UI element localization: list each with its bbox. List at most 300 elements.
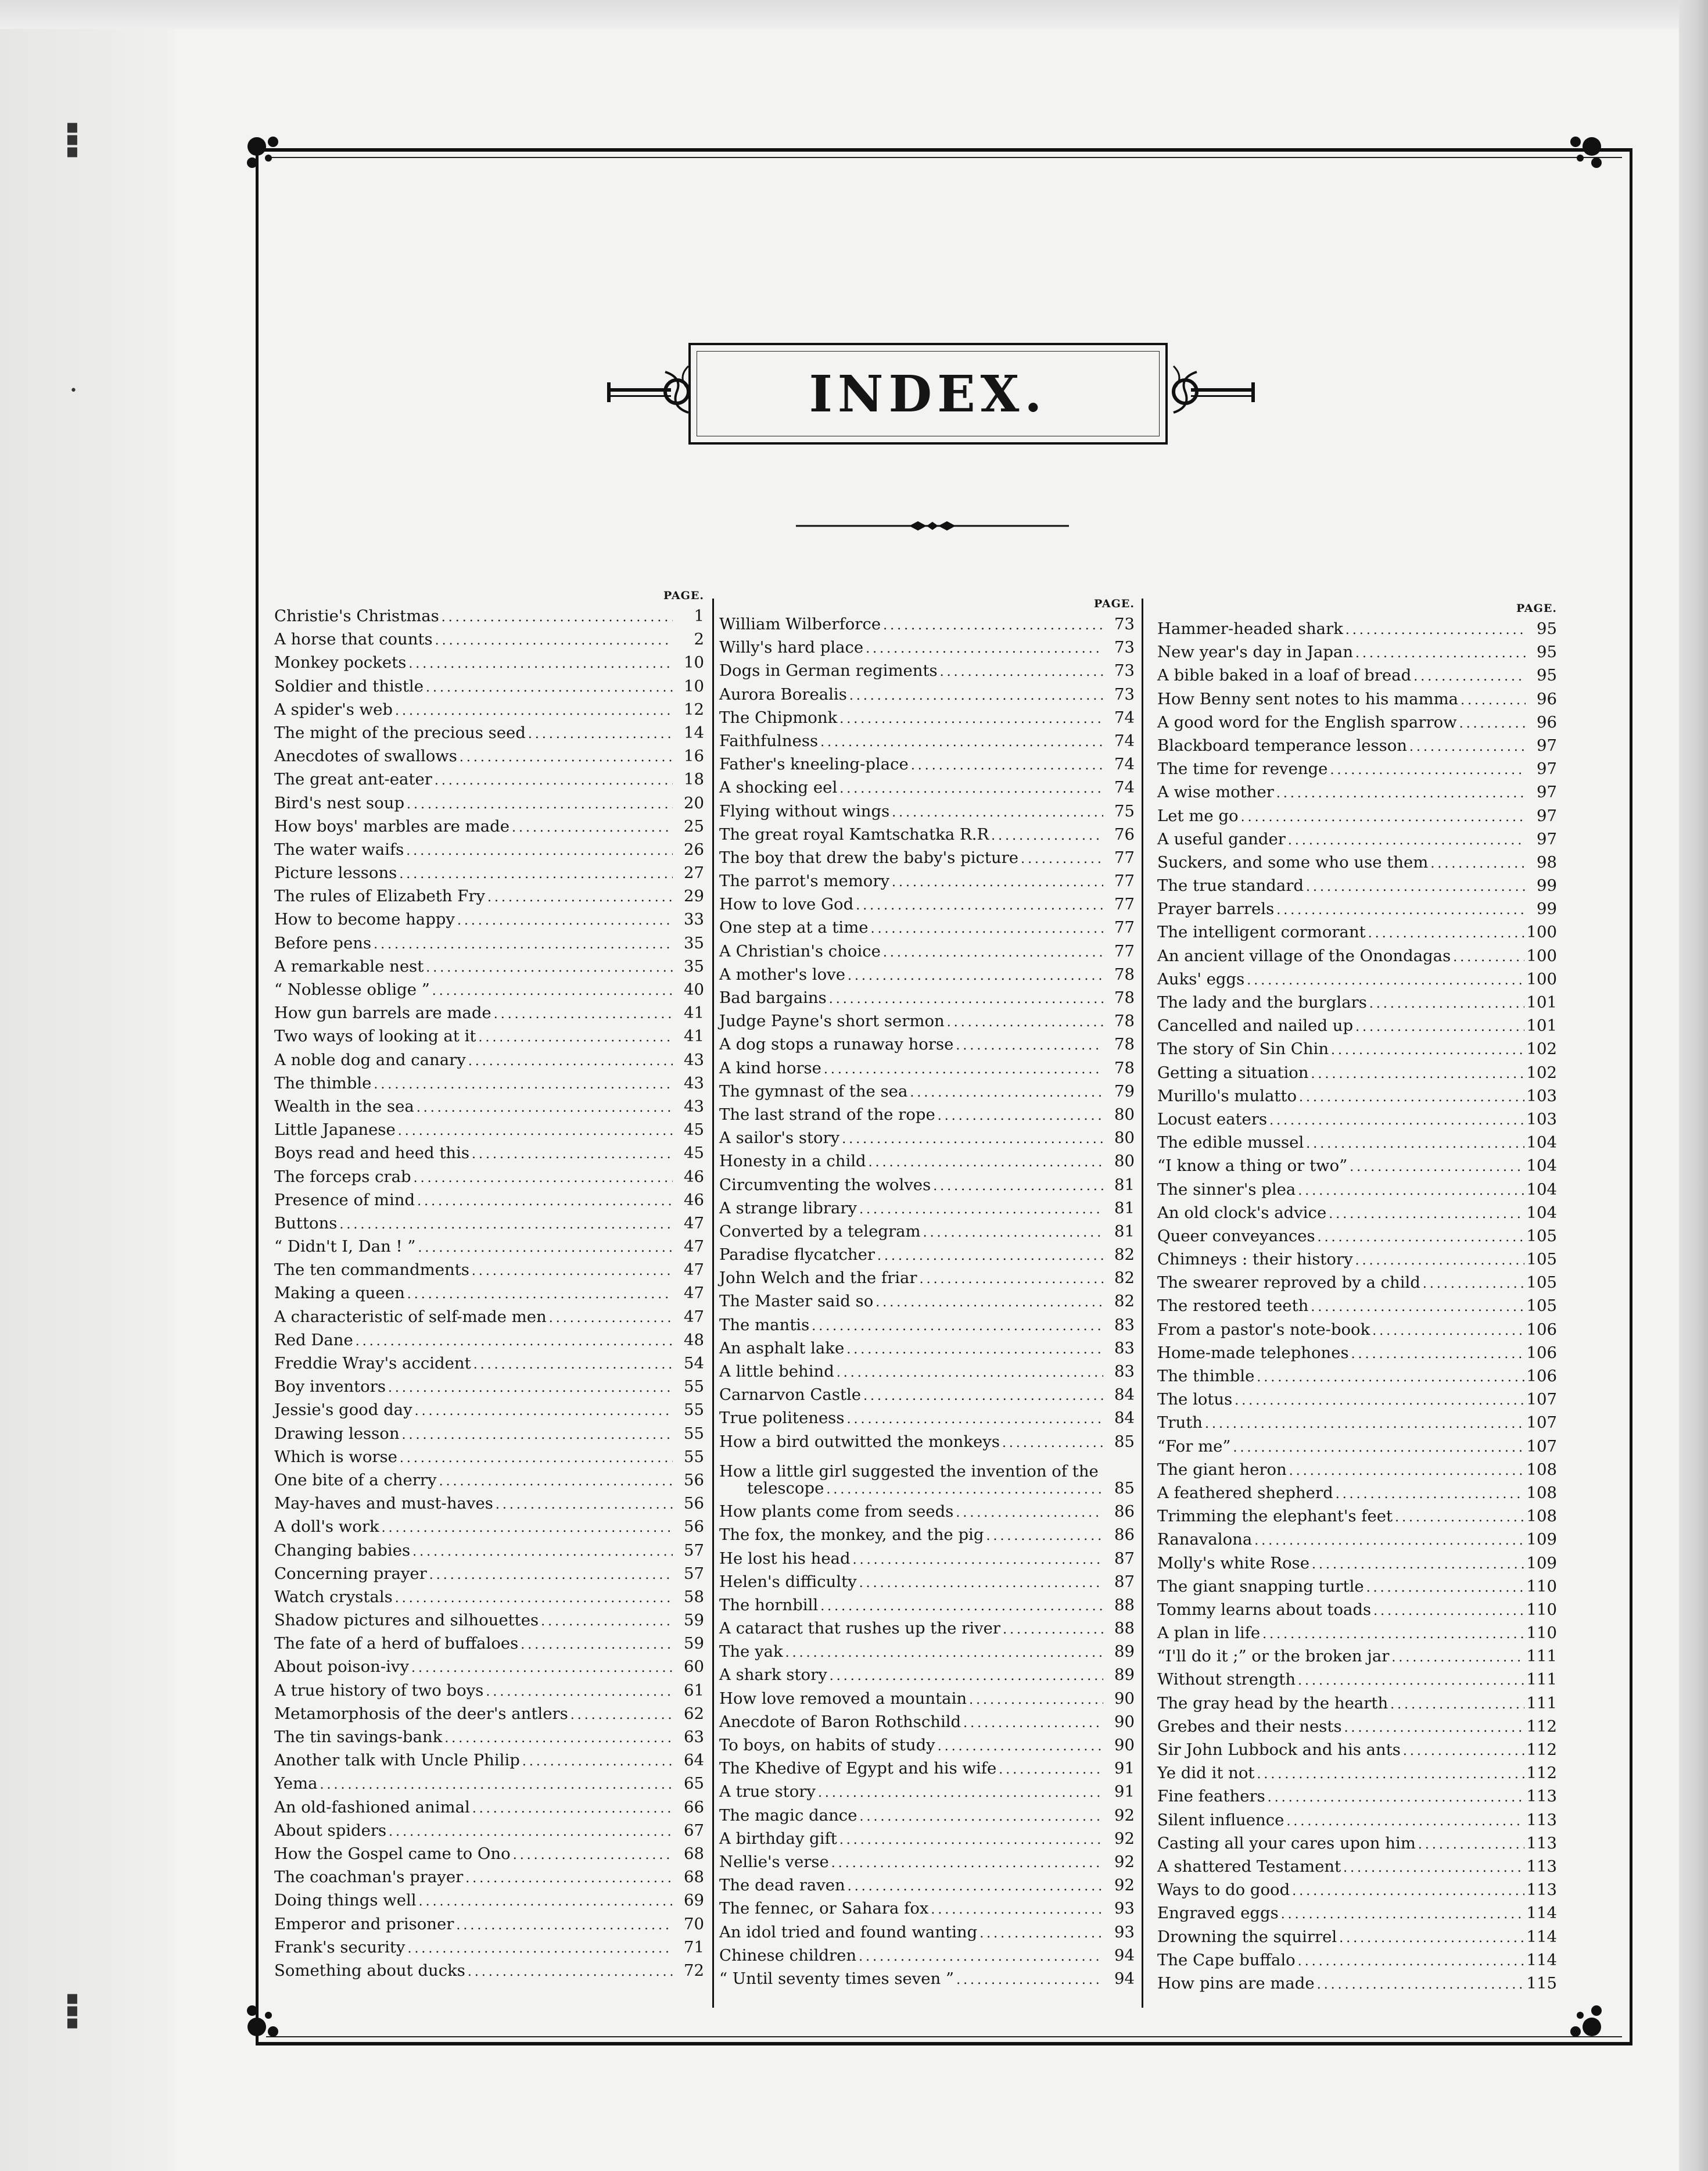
dot-leader xyxy=(842,1126,1103,1149)
index-entry xyxy=(274,1819,704,1842)
fleuron-corner-icon xyxy=(239,129,286,175)
page-column-header: PAGE. xyxy=(1094,597,1135,610)
index-entry xyxy=(719,1383,1135,1406)
entry-title: Ranavalona xyxy=(1157,1530,1253,1549)
index-entry xyxy=(274,604,704,628)
entry-title: Auks' eggs xyxy=(1157,969,1245,988)
entry-title: A bible baked in a loaf of bread xyxy=(1157,666,1412,685)
entry-page-number: 77 xyxy=(1114,848,1135,867)
entry-title: Helen's difficulty xyxy=(719,1572,857,1591)
entry-page-number: 89 xyxy=(1114,1642,1135,1661)
entry-title: Boy inventors xyxy=(274,1377,386,1396)
entry-title: A cataract that rushes up the river xyxy=(719,1619,1001,1638)
index-entry xyxy=(719,753,1135,776)
index-entry xyxy=(274,978,704,1001)
dot-leader xyxy=(1269,1108,1524,1131)
entry-title: Aurora Borealis xyxy=(719,685,847,704)
entry-page-number: 43 xyxy=(684,1073,704,1092)
entry-page-number: 107 xyxy=(1526,1436,1557,1456)
dot-leader xyxy=(412,1539,673,1562)
dot-leader xyxy=(979,1921,1103,1944)
index-entry xyxy=(719,1033,1135,1056)
entry-title: The might of the precious seed xyxy=(274,723,526,742)
dot-leader xyxy=(933,1173,1103,1196)
entry-page-number: 108 xyxy=(1526,1483,1557,1502)
dot-leader xyxy=(846,1337,1103,1360)
entry-title: The ten commandments xyxy=(274,1260,469,1280)
dot-leader xyxy=(528,721,673,744)
entry-title: The fox, the monkey, and the pig xyxy=(719,1525,984,1545)
entry-page-number: 91 xyxy=(1114,1782,1135,1801)
index-entry xyxy=(274,1165,704,1188)
entry-title: The intelligent cormorant xyxy=(1157,923,1366,942)
entry-title: Paradise flycatcher xyxy=(719,1245,875,1264)
entry-title: “I know a thing or two” xyxy=(1157,1156,1348,1176)
dot-leader xyxy=(1021,846,1103,869)
dot-leader xyxy=(487,884,673,908)
dot-leader xyxy=(486,1679,673,1702)
index-entry xyxy=(274,1562,704,1585)
dot-leader xyxy=(496,1492,673,1515)
entry-title: The gray head by the hearth xyxy=(1157,1693,1388,1713)
dot-leader xyxy=(1281,1901,1524,1925)
entry-page-number: 12 xyxy=(684,700,704,719)
index-entry xyxy=(719,1196,1135,1220)
entry-title: The Master said so xyxy=(719,1292,874,1311)
entry-title: Murillo's mulatto xyxy=(1157,1086,1297,1105)
entry-page-number: 43 xyxy=(684,1050,704,1069)
entry-page-number: 35 xyxy=(684,933,704,952)
entry-page-number: 60 xyxy=(684,1657,704,1676)
dot-leader xyxy=(414,1165,673,1188)
entry-title: The time for revenge xyxy=(1157,760,1328,779)
index-entry xyxy=(719,1406,1135,1430)
index-entry xyxy=(719,1080,1135,1103)
entry-title: Trimming the elephant's feet xyxy=(1157,1507,1393,1526)
entry-page-number: 57 xyxy=(684,1541,704,1560)
dot-leader xyxy=(1247,968,1524,991)
entry-page-number: 82 xyxy=(1114,1292,1135,1311)
index-entry xyxy=(274,1048,704,1072)
dot-leader xyxy=(356,1328,673,1352)
entry-title: Concerning prayer xyxy=(274,1564,427,1583)
entry-title: John Welch and the friar xyxy=(719,1269,917,1288)
entry-title: Drowning the squirrel xyxy=(1157,1927,1337,1946)
dot-leader xyxy=(938,1733,1103,1757)
entry-title: Anecdote of Baron Rothschild xyxy=(719,1712,961,1731)
index-entry xyxy=(1157,734,1557,757)
index-entry xyxy=(274,1608,704,1632)
entry-title: How love removed a mountain xyxy=(719,1689,967,1708)
dot-leader xyxy=(1336,1481,1524,1504)
entry-page-number: 100 xyxy=(1526,969,1557,988)
entry-page-number: 100 xyxy=(1526,946,1557,965)
index-entry xyxy=(1157,1084,1557,1108)
entry-page-number: 72 xyxy=(684,1961,704,1980)
index-entry xyxy=(719,869,1135,893)
entry-page-number: 94 xyxy=(1114,1969,1135,1988)
entry-title: Tommy learns about toads xyxy=(1157,1600,1372,1619)
index-entry xyxy=(719,1056,1135,1080)
entry-page-number: 62 xyxy=(684,1704,704,1723)
entry-title: The sinner's plea xyxy=(1157,1180,1296,1199)
dot-leader xyxy=(1306,874,1526,897)
dot-leader xyxy=(402,1422,673,1445)
entry-page-number: 87 xyxy=(1114,1549,1135,1568)
gutter-mark-top: ▪▪▪ xyxy=(62,121,85,158)
entry-title: The mantis xyxy=(719,1315,810,1334)
index-entry xyxy=(719,729,1135,753)
dot-leader xyxy=(839,1827,1103,1850)
entry-title: Christie's Christmas xyxy=(274,607,439,625)
entry-title: How a little girl suggested the invention of the xyxy=(719,1461,1099,1481)
dot-leader xyxy=(839,706,1103,729)
index-entry xyxy=(1157,1411,1557,1434)
entry-page-number: 74 xyxy=(1114,731,1135,750)
index-entry xyxy=(1157,920,1557,944)
entry-page-number: 73 xyxy=(1114,615,1135,633)
entry-title: Circumventing the wolves xyxy=(719,1175,931,1194)
index-entry xyxy=(1157,1738,1557,1761)
entry-page-number: 79 xyxy=(1114,1081,1135,1101)
entry-page-number: 113 xyxy=(1526,1833,1557,1853)
entry-page-number: 97 xyxy=(1537,760,1557,779)
index-entry xyxy=(719,800,1135,823)
entry-title: Queer conveyances xyxy=(1157,1226,1315,1245)
column-rule xyxy=(1142,599,1143,2008)
index-entry xyxy=(719,706,1135,729)
entry-page-number: 92 xyxy=(1114,1829,1135,1848)
dot-leader xyxy=(1003,1617,1103,1640)
dot-leader xyxy=(1395,1504,1524,1528)
entry-page-number: 84 xyxy=(1114,1409,1135,1428)
entry-title: The magic dance xyxy=(719,1805,857,1825)
index-entry xyxy=(719,1967,1135,1990)
index-entry xyxy=(719,1617,1135,1640)
dot-leader xyxy=(541,1608,673,1632)
dot-leader xyxy=(824,1056,1103,1080)
dot-leader xyxy=(1459,711,1526,734)
entry-title: The edible mussel xyxy=(1157,1133,1304,1152)
dot-leader xyxy=(1292,1878,1524,1901)
entry-page-number: 48 xyxy=(684,1330,704,1349)
entry-title: “ Didn't I, Dan ! ” xyxy=(274,1237,416,1256)
dot-leader xyxy=(910,1080,1103,1103)
entry-title: A sailor's story xyxy=(719,1129,840,1148)
index-column-3 xyxy=(1157,600,1557,1995)
index-entry xyxy=(274,791,704,815)
entry-page-number: 93 xyxy=(1114,1922,1135,1941)
index-entry xyxy=(274,1539,704,1562)
dot-leader xyxy=(417,1095,673,1118)
dot-leader xyxy=(1241,804,1526,827)
index-entry xyxy=(1157,1761,1557,1785)
index-entry xyxy=(1157,1855,1557,1878)
entry-page-number: 66 xyxy=(684,1797,704,1817)
dot-leader xyxy=(871,916,1103,939)
entry-title: An ancient village of the Onondagas xyxy=(1157,946,1451,965)
entry-page-number: 55 xyxy=(684,1377,704,1396)
index-entry xyxy=(274,1118,704,1141)
entry-title: telescope xyxy=(747,1478,824,1498)
entry-page-number: 83 xyxy=(1114,1338,1135,1357)
dot-leader xyxy=(1409,734,1526,757)
entry-page-number: 103 xyxy=(1526,1086,1557,1105)
entry-title: New year's day in Japan xyxy=(1157,643,1354,662)
index-entry xyxy=(719,916,1135,939)
entry-page-number: 46 xyxy=(684,1167,704,1186)
index-entry xyxy=(274,884,704,908)
index-entry xyxy=(274,1679,704,1702)
index-entry xyxy=(719,1850,1135,1873)
entry-title: Molly's white Rose xyxy=(1157,1553,1310,1572)
index-entry xyxy=(1157,1575,1557,1598)
dot-leader xyxy=(848,1873,1103,1897)
entry-page-number: 105 xyxy=(1526,1226,1557,1245)
entry-page-number: 25 xyxy=(684,816,704,836)
entry-title: A plan in life xyxy=(1157,1624,1261,1643)
dot-leader xyxy=(1298,1948,1524,1972)
index-entry xyxy=(1157,1832,1557,1855)
entry-title: A true history of two boys xyxy=(274,1681,484,1700)
fleuron-corner-icon xyxy=(1563,1998,1609,2044)
index-entry xyxy=(719,893,1135,916)
index-entry xyxy=(719,1570,1135,1593)
index-entry xyxy=(719,1827,1135,1850)
dot-leader xyxy=(382,1515,673,1538)
dot-leader xyxy=(374,932,673,955)
dot-leader xyxy=(549,1305,673,1328)
entry-title: Hammer-headed shark xyxy=(1157,619,1343,638)
entry-title: The gymnast of the sea xyxy=(719,1081,908,1101)
entry-page-number: 97 xyxy=(1537,736,1557,755)
entry-title: Cancelled and nailed up xyxy=(1157,1016,1354,1036)
dot-leader xyxy=(1355,1248,1524,1271)
entry-title: Carnarvon Castle xyxy=(719,1385,862,1405)
index-entry xyxy=(274,628,704,651)
index-entry xyxy=(1157,780,1557,804)
entry-page-number: 114 xyxy=(1526,1950,1557,1969)
index-entry xyxy=(719,986,1135,1009)
entry-title: A horse that counts xyxy=(274,630,433,649)
dot-leader xyxy=(408,651,673,674)
entry-page-number: 47 xyxy=(684,1260,704,1280)
entry-page-number: 95 xyxy=(1537,643,1557,662)
entry-title: A characteristic of self-made men xyxy=(274,1307,547,1326)
dot-leader xyxy=(374,1072,673,1095)
entry-page-number: 64 xyxy=(684,1751,704,1770)
dot-leader xyxy=(1298,1668,1524,1691)
index-entry xyxy=(1157,1037,1557,1061)
dot-leader xyxy=(1345,617,1526,640)
entry-page-number: 35 xyxy=(684,956,704,976)
dot-leader xyxy=(395,698,673,721)
dot-leader xyxy=(1351,1341,1524,1364)
index-entry xyxy=(274,1936,704,1959)
entry-title: A spider's web xyxy=(274,700,393,719)
entry-page-number: 58 xyxy=(684,1587,704,1606)
entry-page-number: 77 xyxy=(1114,918,1135,937)
entry-title: About spiders xyxy=(274,1821,387,1840)
index-entry xyxy=(1157,640,1557,664)
entry-page-number: 65 xyxy=(684,1774,704,1793)
entry-page-number: 78 xyxy=(1114,1012,1135,1031)
scroll-flourish-icon xyxy=(1168,354,1261,430)
dot-leader xyxy=(494,1001,673,1024)
entry-page-number: 82 xyxy=(1114,1269,1135,1288)
dot-leader xyxy=(426,955,673,978)
dot-leader xyxy=(1262,1621,1524,1645)
entry-title: To boys, on habits of study xyxy=(719,1736,935,1754)
entry-title: Before pens xyxy=(274,933,372,952)
index-entry xyxy=(274,1796,704,1819)
dot-leader xyxy=(820,729,1103,753)
index-entry xyxy=(274,1188,704,1212)
entry-title: The Cape buffalo xyxy=(1157,1950,1296,1969)
index-entry xyxy=(274,1585,704,1608)
index-entry xyxy=(274,1445,704,1468)
index-entry xyxy=(719,1337,1135,1360)
entry-page-number: 73 xyxy=(1114,638,1135,657)
entry-title: Another talk with Uncle Philip xyxy=(274,1751,520,1770)
entry-title: The hornbill xyxy=(719,1595,819,1614)
index-entry xyxy=(274,1515,704,1538)
dot-leader xyxy=(395,1585,673,1608)
entry-page-number: 112 xyxy=(1526,1740,1557,1759)
dot-leader xyxy=(849,683,1103,706)
binding-fold xyxy=(0,0,174,2171)
entry-page-number: 18 xyxy=(684,770,704,789)
dot-leader xyxy=(1330,757,1526,780)
index-entry xyxy=(1157,757,1557,780)
entry-page-number: 111 xyxy=(1526,1647,1557,1666)
dot-leader xyxy=(911,753,1103,776)
index-entry xyxy=(274,1375,704,1398)
entry-title: A shattered Testament xyxy=(1157,1857,1341,1876)
entry-page-number: 40 xyxy=(684,980,704,999)
index-entry xyxy=(274,908,704,931)
entry-page-number: 75 xyxy=(1114,801,1135,821)
index-entry xyxy=(1157,1154,1557,1177)
dot-leader xyxy=(456,1912,673,1936)
dot-leader xyxy=(389,1819,673,1842)
index-entry xyxy=(274,1328,704,1352)
index-entry xyxy=(1157,1948,1557,1972)
dot-leader xyxy=(1306,1131,1524,1154)
entry-title: Freddie Wray's accident xyxy=(274,1354,471,1373)
dot-leader xyxy=(435,628,673,651)
entry-title: William Wilberforce xyxy=(719,615,881,633)
index-entry xyxy=(719,1944,1135,1967)
dot-leader xyxy=(478,1024,673,1048)
entry-title: Flying without wings xyxy=(719,801,890,821)
dot-leader xyxy=(417,1188,673,1212)
dot-leader xyxy=(1430,851,1526,874)
entry-title: A good word for the English sparrow xyxy=(1157,712,1457,732)
dot-leader xyxy=(1329,1201,1524,1224)
dot-leader xyxy=(1368,920,1524,944)
dot-leader xyxy=(1257,1364,1524,1388)
index-entry xyxy=(1157,897,1557,920)
entry-title: Ye did it not xyxy=(1157,1764,1255,1783)
index-entry xyxy=(1157,687,1557,711)
index-entry xyxy=(719,1289,1135,1313)
entry-page-number: 69 xyxy=(684,1891,704,1910)
page-column-header: PAGE. xyxy=(663,589,704,602)
index-entry xyxy=(719,963,1135,986)
entry-page-number: 86 xyxy=(1114,1502,1135,1521)
index-entry xyxy=(719,1477,1135,1500)
index-entry xyxy=(1157,1014,1557,1037)
entry-page-number: 88 xyxy=(1114,1595,1135,1614)
entry-page-number: 106 xyxy=(1526,1320,1557,1339)
index-entry xyxy=(1157,1201,1557,1224)
dot-leader xyxy=(1101,1453,1103,1477)
index-entry xyxy=(274,1632,704,1655)
entry-title: Prayer barrels xyxy=(1157,900,1275,919)
index-entry xyxy=(1157,1458,1557,1481)
dot-leader xyxy=(1233,1435,1524,1458)
index-entry xyxy=(274,955,704,978)
entry-title: An idol tried and found wanting xyxy=(719,1922,978,1941)
index-entry xyxy=(274,1258,704,1281)
index-entry xyxy=(719,1593,1135,1617)
dot-leader xyxy=(829,986,1103,1009)
entry-title: The boy that drew the baby's picture xyxy=(719,848,1019,867)
entry-page-number: 104 xyxy=(1526,1133,1557,1152)
entry-page-number: 41 xyxy=(684,1027,704,1046)
index-entry xyxy=(274,1235,704,1258)
dot-leader xyxy=(831,1850,1103,1873)
dot-leader xyxy=(938,1103,1103,1126)
entry-page-number: 90 xyxy=(1114,1689,1135,1708)
index-entry xyxy=(1157,1341,1557,1364)
dot-leader xyxy=(863,1383,1103,1406)
dot-leader xyxy=(947,1009,1103,1033)
dot-leader xyxy=(513,1842,673,1865)
entry-page-number: 104 xyxy=(1526,1180,1557,1199)
entry-page-number: 56 xyxy=(684,1470,704,1489)
dot-leader xyxy=(1276,897,1526,920)
index-entry xyxy=(274,1212,704,1235)
entry-title: Nellie's verse xyxy=(719,1852,829,1871)
dot-leader xyxy=(1312,1552,1524,1575)
entry-title: A doll's work xyxy=(274,1517,379,1536)
entry-title: Presence of mind xyxy=(274,1190,415,1209)
entry-title: A birthday gift xyxy=(719,1829,837,1848)
entry-title: The Chipmonk xyxy=(719,708,838,727)
entry-page-number: 110 xyxy=(1526,1577,1557,1596)
entry-page-number: 100 xyxy=(1526,923,1557,942)
dot-leader xyxy=(859,1570,1103,1593)
dot-leader xyxy=(429,1562,673,1585)
entry-title: How plants come from seeds xyxy=(719,1502,954,1521)
dot-leader xyxy=(419,1889,673,1912)
entry-title: The thimble xyxy=(1157,1367,1255,1385)
dot-leader xyxy=(1403,1738,1524,1761)
index-entry xyxy=(274,1072,704,1095)
index-entry xyxy=(274,1492,704,1515)
index-entry xyxy=(719,1733,1135,1757)
dot-leader xyxy=(457,908,673,931)
dot-leader xyxy=(320,1772,673,1795)
entry-page-number: 10 xyxy=(684,653,704,672)
index-column-2 xyxy=(719,595,1135,1990)
entry-title: Judge Payne's short sermon xyxy=(719,1012,945,1031)
index-entry xyxy=(719,1126,1135,1149)
index-entry xyxy=(1157,1972,1557,1995)
entry-title: A noble dog and canary xyxy=(274,1050,466,1069)
